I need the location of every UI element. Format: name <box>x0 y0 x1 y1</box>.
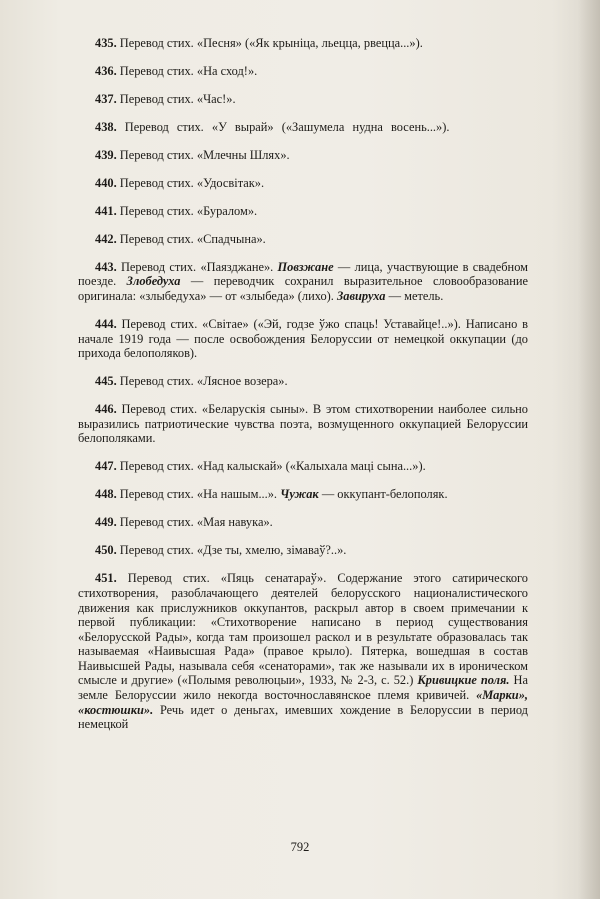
note-449: 449. Перевод стих. «Мая навука». <box>95 515 273 530</box>
page-number: 792 <box>290 840 310 854</box>
note-446: 446. Перевод стих. «Беларускія сыны». В этом стихотворении наиболее сильно выразились патриотические чувства поэта, возмущенного оккупацией Белоруссии белополяками. <box>78 402 528 446</box>
note-451: 451. Перевод стих. «Пяць сенатараў». Содержание этого сатирического стихотворения, разоблачающего деятелей белорусского националистического движения как прислужников оккупантов, раскрыл автор в своем примечании к первой публикации: «Стихотворение написано в период существования «Белорусской Рады», когда там произошел раскол и в результате образовалась так называемая «Наивысшая Рада» (правое крыло). Пятерка, вошедшая в состав Наивысшей Рады, называла себя «сенаторами», так же называли их в ироническом смысле и другие» («Полымя революцыи», 1933, № 2-3, с. 52.) Кривицкие поля. На земле Белоруссии жило некогда восточнославянское племя кривичей. «Марки», «костюшки». Речь идет о деньгах, имевших хождение в Белоруссии в период немецкой <box>78 571 528 732</box>
note-436: 436. Перевод стих. «На сход!». <box>95 63 258 78</box>
note-440: 440. Перевод стих. «Удосвітак». <box>95 175 265 190</box>
note-435: 435. Перевод стих. «Песня» («Як крыніца, льецца, рвецца...»). <box>95 36 423 50</box>
note-441: 441. Перевод стих. «Буралом». <box>95 203 258 218</box>
note-450: 450. Перевод стих. «Дзе ты, хмелю, зімаваў?..». <box>95 543 347 558</box>
note-442: 442. Перевод стих. «Спадчына». <box>95 231 266 246</box>
note-447: 447. Перевод стих. «Над калыскай» («Калыхала маці сына...»). <box>95 459 426 474</box>
note-444: 444. Перевод стих. «Світае» («Эй, годзе ўжо спаць! Уставайце!..»). Написано в начале 1919 года — после освобождения Белоруссии от немецкой оккупации (до прихода белополяков). <box>78 317 528 361</box>
note-438: 438. Перевод стих. «У вырай» («Зашумела нудна восень...»). <box>95 119 450 134</box>
note-439: 439. Перевод стих. «Млечны Шлях». <box>95 147 290 162</box>
note-443: 443. Перевод стих. «Паязджане». Повзжане — лица, участвующие в свадебном поезде. Злобедуха — переводчик сохранил выразительное словообразование оригинала: «злыбедуха» — от «злыбеда» (лихо). Завируха — метель. <box>78 259 528 304</box>
notes-list <box>78 36 528 745</box>
note-448: 448. Перевод стих. «На нашым...». Чужак — оккупант-белополяк. <box>95 487 448 502</box>
note-437: 437. Перевод стих. «Час!». <box>95 91 236 106</box>
page-edge-shadow <box>578 0 600 899</box>
note-445: 445. Перевод стих. «Лясное возера». <box>95 374 288 389</box>
